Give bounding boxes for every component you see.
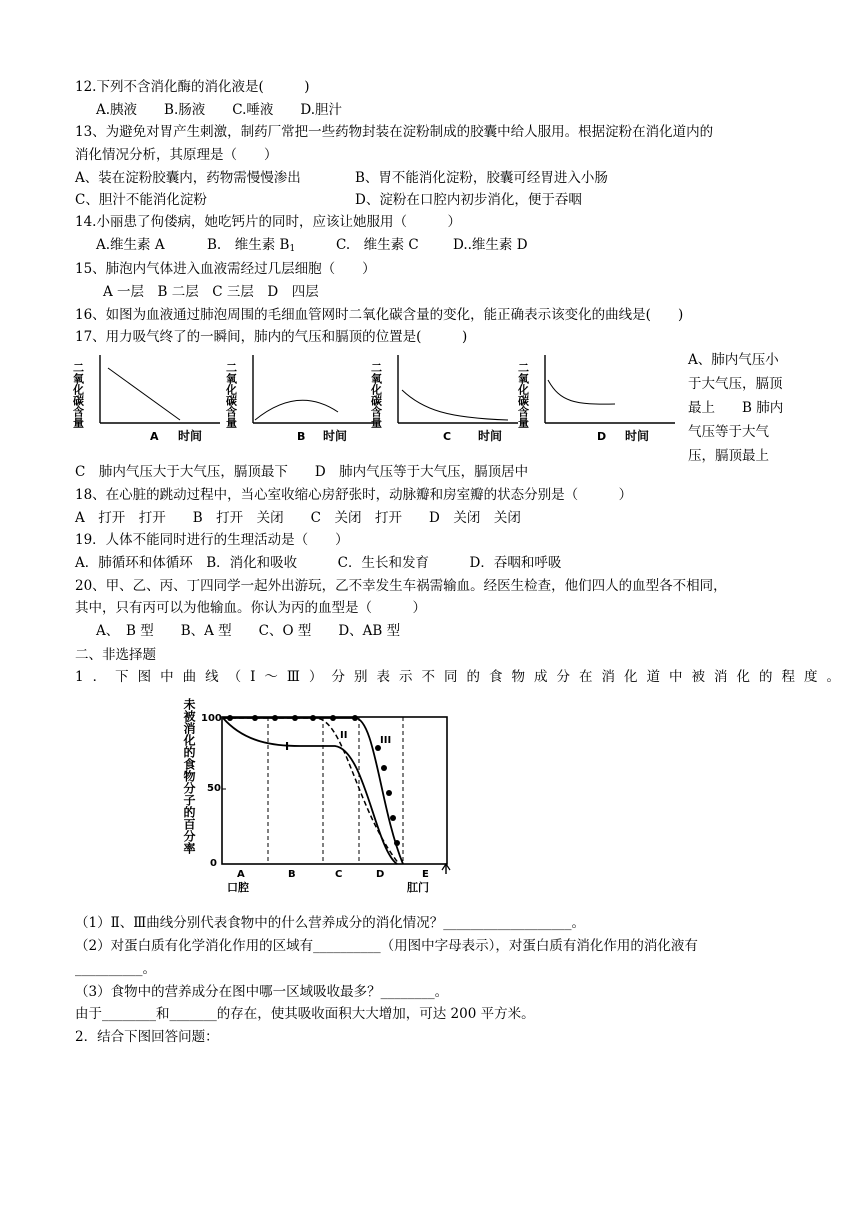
q19-options: A．肺循环和体循环 B．消化和吸收 C．生长和发育 D．吞咽和呼吸	[75, 555, 562, 571]
co2-curve-b	[255, 400, 338, 420]
p1-sub3-line2: 由于________和_______的存在，使其吸收面积大大增加，可达 200 平方米。	[75, 1006, 535, 1022]
q15-options: A 一层 B 二层 C 三层 D 四层	[103, 284, 319, 300]
q14-option-d: D..维生素 D	[453, 237, 528, 253]
digestion-chart-ylabel: 未被消化的食物分子的百分率	[182, 698, 196, 854]
q12-options: A.胰液 B.肠液 C.唾液 D.胆汁	[96, 102, 343, 118]
co2-graph-d-label: D	[597, 430, 607, 443]
co2-graph-a-label: A	[150, 430, 159, 443]
q18-stem: 18、在心脏的跳动过程中，当心室收缩心房舒张时，动脉瓣和房室瓣的状态分别是（ ）	[75, 487, 633, 503]
curve-label-iii: III	[380, 735, 392, 746]
region-b: B	[288, 869, 296, 880]
p1-sub2-line2: __________。	[75, 961, 156, 977]
q14-stem: 14.小丽患了佝偻病，她吃钙片的同时，应该让她服用（ ）	[75, 214, 461, 230]
region-start-label: 口腔	[227, 881, 249, 894]
region-e: E	[422, 869, 429, 880]
co2-curve-c	[402, 390, 508, 420]
q13-option-d: D、淀粉在口腔内初步消化，便于吞咽	[355, 192, 582, 208]
co2-graph-b-xlabel: 时间	[323, 429, 348, 443]
q13-stem-line2: 消化情况分析，其原理是（ ）	[75, 147, 278, 163]
q17-stem: 17、用力吸气终了的一瞬间，肺内的气压和膈顶的位置是( )	[75, 329, 468, 345]
q13-option-b: B、胃不能消化淀粉，胶囊可经胃进入小肠	[355, 170, 608, 186]
p1-stem: 1．下图中曲线（Ⅰ～Ⅲ）分别表示不同的食物成分在消化道中被消化的程度。	[75, 669, 849, 685]
co2-graph-b-label: B	[297, 430, 306, 443]
co2-graph-a	[72, 355, 221, 443]
p1-sub3-line1: （3）食物中的营养成分在图中哪一区域吸收最多？________。	[75, 984, 449, 1000]
co2-graphs	[70, 350, 690, 450]
co2-graph-a-xlabel: 时间	[178, 429, 203, 443]
co2-graph-d-ylabel: 二氧化碳含量	[516, 362, 530, 428]
region-c: C	[335, 869, 343, 880]
co2-curve-d	[548, 380, 615, 404]
curve-iii	[223, 718, 403, 864]
section2-title: 二、非选择题	[75, 647, 156, 663]
ytick-0: 0	[210, 858, 217, 869]
co2-graph-d-xlabel: 时间	[625, 429, 650, 443]
q13-stem-line1: 13、为避免对胃产生刺激，制药厂常把一些药物封装在淀粉制成的胶囊中给人服用。根据淀粉在消化道内的	[75, 124, 714, 140]
q16-stem: 16、如图为血液通过肺泡周围的毛细血管网时二氧化碳含量的变化，能正确表示该变化的曲线是( )	[75, 307, 684, 323]
curve-label-i: I	[285, 740, 290, 753]
digestion-chart	[175, 688, 465, 896]
q13-option-a: A、装在淀粉胶囊内，药物需慢慢渗出	[75, 170, 301, 186]
p1-sub2-line1: （2）对蛋白质有化学消化作用的区域有__________（用图中字母表示），对蛋白质有消化作用的消化液有	[75, 938, 698, 954]
q14-option-b: B. 维生素 $B_1$	[207, 237, 296, 254]
curve-iii-dots	[227, 715, 400, 846]
co2-graph-c-label: C	[443, 430, 452, 443]
region-end-label: 肛门	[407, 881, 429, 894]
q18-options: A 打开 打开 B 打开 关闭 C 关闭 打开 D 关闭 关闭	[75, 510, 521, 526]
q14-option-a: A.维生素 A	[96, 237, 165, 253]
q14-option-c: C. 维生素 C	[336, 237, 419, 253]
q17-options-cd: C 肺内气压大于大气压，膈顶最下 D 肺内气压等于大气压，膈顶居中	[75, 464, 529, 480]
region-d: D	[376, 869, 385, 880]
co2-graph-b	[225, 355, 374, 443]
co2-graph-b-ylabel: 二氧化碳含量	[224, 362, 238, 428]
curve-ii	[223, 718, 399, 864]
co2-graph-c-ylabel: 二氧化碳含量	[369, 362, 383, 428]
co2-graph-c	[370, 355, 519, 443]
co2-curve-a	[108, 368, 180, 420]
co2-graph-c-xlabel: 时间	[478, 429, 503, 443]
ytick-50: 50	[207, 783, 221, 794]
q15-stem: 15、肺泡内气体进入血液需经过几层细胞（ ）	[75, 261, 376, 277]
curve-label-ii: II	[340, 730, 348, 741]
p2-stem: 2．结合下图回答问题：	[75, 1029, 219, 1045]
q20-stem-line1: 20、甲、乙、丙、丁四同学一起外出游玩，乙不幸发生车祸需输血。经医生检查，他们四人的血型各不相同，	[75, 578, 727, 594]
q20-options: A、 B 型 B、A 型 C、O 型 D、AB 型	[96, 623, 401, 639]
q20-stem-line2: 其中，只有丙可以为他输血。你认为丙的血型是（ ）	[75, 600, 426, 616]
q17-options-ab: A、肺内气压小于大气压，膈顶最上 B 肺内气压等于大气压，膈顶最上	[688, 352, 784, 464]
region-a: A	[237, 869, 245, 880]
co2-graph-d	[517, 355, 676, 443]
p1-sub1: （1）Ⅱ、Ⅲ曲线分别代表食物中的什么营养成分的消化情况？___________________。	[75, 915, 586, 931]
q12-stem: 12.下列不含消化酶的消化液是( )	[75, 79, 310, 95]
co2-graph-a-ylabel: 二氧化碳含量	[71, 362, 85, 428]
q13-option-c: C、胆汁不能消化淀粉	[75, 192, 207, 208]
q19-stem: 19．人体不能同时进行的生理活动是（ ）	[75, 532, 349, 548]
ytick-100: 100	[201, 713, 222, 724]
